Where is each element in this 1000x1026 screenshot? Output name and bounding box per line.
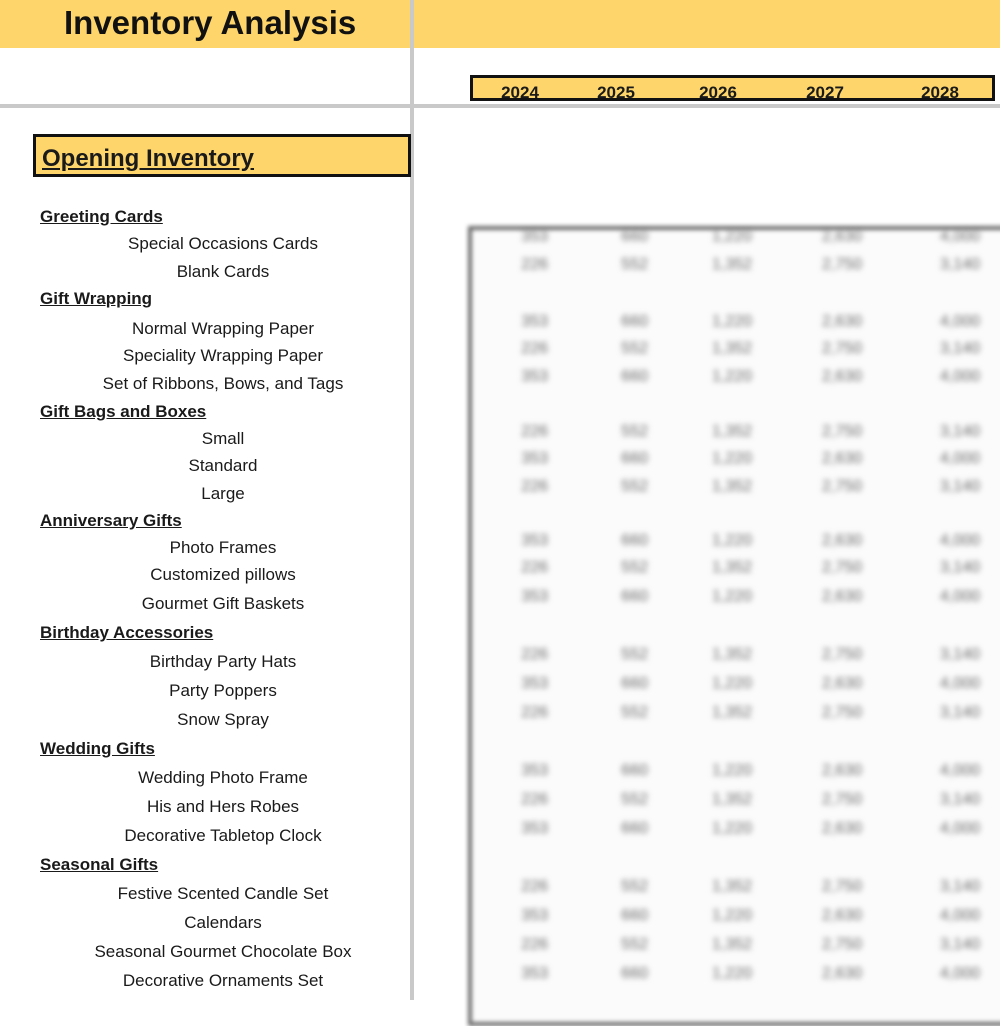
blurred-value-mark: 1,352 <box>712 423 753 440</box>
blurred-value-mark: 2,630 <box>822 762 863 779</box>
item-label: Birthday Party Hats <box>149 652 297 671</box>
blurred-value-mark: 353 <box>521 588 548 605</box>
blurred-value-mark: 660 <box>621 762 648 779</box>
blurred-value-mark: 4,000 <box>940 450 981 467</box>
blurred-value-mark: 226 <box>521 878 548 895</box>
item-row <box>0 652 410 674</box>
blurred-value-mark: 2,630 <box>822 228 863 245</box>
blurred-value-mark: 353 <box>521 762 548 779</box>
item-label: Wedding Photo Frame <box>138 768 308 787</box>
blurred-value-mark: 353 <box>521 450 548 467</box>
category-label: Wedding Gifts <box>40 739 155 758</box>
blurred-value-mark: 2,630 <box>822 368 863 385</box>
blurred-value-mark: 3,140 <box>940 936 981 953</box>
blurred-value-mark: 4,000 <box>940 820 981 837</box>
blurred-value-mark: 3,140 <box>940 559 981 576</box>
item-label: Seasonal Gourmet Chocolate Box <box>94 942 352 961</box>
blurred-value-mark: 1,220 <box>712 675 753 692</box>
category-label: Anniversary Gifts <box>40 511 182 530</box>
blurred-value-mark: 4,000 <box>940 762 981 779</box>
blurred-value-mark: 226 <box>521 256 548 273</box>
item-row <box>0 710 410 732</box>
item-row <box>0 456 410 478</box>
blurred-value-mark: 2,630 <box>822 820 863 837</box>
blurred-value-mark: 552 <box>621 646 648 663</box>
blurred-value-mark: 226 <box>521 646 548 663</box>
category-label: Gift Bags and Boxes <box>40 402 207 421</box>
blurred-value-mark: 353 <box>521 313 548 330</box>
blurred-value-mark: 552 <box>621 478 648 495</box>
blurred-value-mark: 353 <box>521 820 548 837</box>
category-label: Birthday Accessories <box>40 623 214 642</box>
blurred-value-mark: 1,352 <box>712 340 753 357</box>
item-row <box>0 768 410 790</box>
blurred-value-mark: 2,750 <box>822 478 863 495</box>
item-row <box>0 884 410 906</box>
blurred-value-mark: 3,140 <box>940 478 981 495</box>
row-divider <box>0 104 1000 108</box>
blurred-value-mark: 4,000 <box>940 965 981 982</box>
blurred-value-mark: 1,352 <box>712 936 753 953</box>
category-row <box>0 207 410 229</box>
item-row <box>0 565 410 587</box>
blurred-value-mark: 1,352 <box>712 704 753 721</box>
year-header-cell: 2028 <box>921 83 959 102</box>
section-title: Opening Inventory <box>42 145 255 172</box>
blurred-value-mark: 353 <box>521 532 548 549</box>
blurred-value-mark: 3,140 <box>940 791 981 808</box>
blurred-value-mark: 1,220 <box>712 965 753 982</box>
blurred-value-mark: 1,220 <box>712 588 753 605</box>
blurred-value-mark: 2,630 <box>822 313 863 330</box>
item-label: Decorative Ornaments Set <box>122 971 324 990</box>
blurred-value-mark: 4,000 <box>940 675 981 692</box>
blurred-value-mark: 226 <box>521 704 548 721</box>
item-row <box>0 797 410 819</box>
blurred-value-mark: 4,000 <box>940 368 981 385</box>
blurred-value-mark: 226 <box>521 423 548 440</box>
blurred-value-mark: 1,220 <box>712 228 753 245</box>
blurred-value-mark: 660 <box>621 228 648 245</box>
item-label: Snow Spray <box>177 710 269 729</box>
blurred-value-mark: 660 <box>621 450 648 467</box>
category-row <box>0 855 410 877</box>
item-row <box>0 319 410 341</box>
blurred-value-mark: 353 <box>521 368 548 385</box>
blurred-value-mark: 552 <box>621 559 648 576</box>
item-row <box>0 234 410 256</box>
blurred-value-mark: 4,000 <box>940 228 981 245</box>
item-label: Party Poppers <box>169 681 277 700</box>
item-label: Decorative Tabletop Clock <box>124 826 322 845</box>
blurred-value-mark: 3,140 <box>940 256 981 273</box>
blurred-value-mark: 552 <box>621 256 648 273</box>
category-row <box>0 289 410 311</box>
blurred-value-mark: 552 <box>621 878 648 895</box>
blurred-value-mark: 660 <box>621 820 648 837</box>
category-row <box>0 739 410 761</box>
item-label: Special Occasions Cards <box>128 234 318 253</box>
item-row <box>0 942 410 964</box>
year-header-cell: 2025 <box>597 83 635 102</box>
item-label: Small <box>201 429 245 448</box>
blurred-value-mark: 2,630 <box>822 907 863 924</box>
item-row <box>0 262 410 284</box>
blurred-value-mark: 2,630 <box>822 965 863 982</box>
item-label: Customized pillows <box>150 565 296 584</box>
item-row <box>0 913 410 935</box>
blurred-value-mark: 2,750 <box>822 256 863 273</box>
year-header <box>470 75 995 101</box>
item-label: Set of Ribbons, Bows, and Tags <box>102 374 344 393</box>
blurred-value-mark: 4,000 <box>940 907 981 924</box>
blurred-value-mark: 226 <box>521 791 548 808</box>
item-row <box>0 484 410 506</box>
section-header <box>33 134 411 177</box>
item-label: Large <box>201 484 245 503</box>
category-row <box>0 511 410 533</box>
blurred-value-mark: 226 <box>521 340 548 357</box>
blurred-value-mark: 2,750 <box>822 936 863 953</box>
blurred-value-mark: 660 <box>621 588 648 605</box>
category-label: Seasonal Gifts <box>40 855 159 874</box>
blurred-value-mark: 2,630 <box>822 675 863 692</box>
blurred-value-mark: 4,000 <box>940 313 981 330</box>
item-label: Calendars <box>184 913 262 932</box>
year-header-cell: 2026 <box>699 83 737 102</box>
item-row <box>0 971 410 993</box>
blurred-value-mark: 2,750 <box>822 791 863 808</box>
blurred-value-mark: 660 <box>621 965 648 982</box>
blurred-value-mark: 226 <box>521 559 548 576</box>
blurred-value-mark: 3,140 <box>940 646 981 663</box>
item-row <box>0 429 410 451</box>
blurred-value-mark: 552 <box>621 936 648 953</box>
blurred-value-mark: 3,140 <box>940 704 981 721</box>
item-row <box>0 681 410 703</box>
year-header-cell: 2024 <box>501 83 539 102</box>
item-label: Normal Wrapping Paper <box>131 319 315 338</box>
blurred-value-mark: 2,630 <box>822 532 863 549</box>
blurred-value-mark: 552 <box>621 704 648 721</box>
blurred-value-mark: 3,140 <box>940 340 981 357</box>
category-row <box>0 623 410 645</box>
blurred-value-mark: 1,220 <box>712 368 753 385</box>
blurred-value-mark: 2,750 <box>822 704 863 721</box>
blurred-value-mark: 552 <box>621 791 648 808</box>
blurred-value-mark: 660 <box>621 675 648 692</box>
blurred-value-mark: 1,220 <box>712 532 753 549</box>
blurred-value-mark: 2,750 <box>822 646 863 663</box>
blurred-value-mark: 1,220 <box>712 762 753 779</box>
category-label: Gift Wrapping <box>40 289 153 308</box>
blurred-value-mark: 4,000 <box>940 532 981 549</box>
blurred-value-mark: 1,352 <box>712 559 753 576</box>
item-row <box>0 374 410 396</box>
item-label: Photo Frames <box>169 538 277 557</box>
blurred-value-mark: 660 <box>621 907 648 924</box>
category-label: Greeting Cards <box>40 207 163 226</box>
item-label: Speciality Wrapping Paper <box>122 346 323 365</box>
blurred-value-mark: 1,352 <box>712 646 753 663</box>
blurred-value-mark: 2,630 <box>822 450 863 467</box>
title-bar <box>0 0 1000 48</box>
blurred-value-mark: 2,750 <box>822 423 863 440</box>
blurred-value-mark: 1,352 <box>712 256 753 273</box>
blurred-value-mark: 1,220 <box>712 820 753 837</box>
item-row <box>0 826 410 848</box>
blurred-value-mark: 353 <box>521 907 548 924</box>
item-label: Festive Scented Candle Set <box>117 884 329 903</box>
blurred-value-mark: 1,220 <box>712 313 753 330</box>
blurred-value-mark: 2,750 <box>822 878 863 895</box>
blurred-value-mark: 2,750 <box>822 340 863 357</box>
blurred-value-mark: 552 <box>621 423 648 440</box>
item-row <box>0 346 410 368</box>
item-row <box>0 594 410 616</box>
blurred-value-mark: 1,352 <box>712 878 753 895</box>
item-label: Gourmet Gift Baskets <box>141 594 305 613</box>
item-label: Blank Cards <box>176 262 270 281</box>
blurred-value-mark: 1,352 <box>712 478 753 495</box>
blurred-value-mark: 226 <box>521 936 548 953</box>
blurred-value-mark: 1,220 <box>712 907 753 924</box>
blurred-value-mark: 226 <box>521 478 548 495</box>
page-title: Inventory Analysis <box>64 4 357 41</box>
blurred-value-mark: 353 <box>521 228 548 245</box>
blurred-value-mark: 660 <box>621 313 648 330</box>
blurred-value-mark: 3,140 <box>940 423 981 440</box>
blurred-value-mark: 552 <box>621 340 648 357</box>
item-label: His and Hers Robes <box>146 797 300 816</box>
blurred-value-mark: 2,750 <box>822 559 863 576</box>
blurred-value-mark: 1,352 <box>712 791 753 808</box>
category-row <box>0 402 410 424</box>
year-header-cell: 2027 <box>806 83 844 102</box>
item-label: Standard <box>188 456 258 475</box>
blurred-value-mark: 4,000 <box>940 588 981 605</box>
blurred-value-mark: 1,220 <box>712 450 753 467</box>
blurred-value-mark: 3,140 <box>940 878 981 895</box>
blurred-value-mark: 353 <box>521 675 548 692</box>
blurred-value-mark: 353 <box>521 965 548 982</box>
item-row <box>0 538 410 560</box>
blurred-value-mark: 2,630 <box>822 588 863 605</box>
blurred-value-mark: 660 <box>621 532 648 549</box>
blurred-value-mark: 660 <box>621 368 648 385</box>
